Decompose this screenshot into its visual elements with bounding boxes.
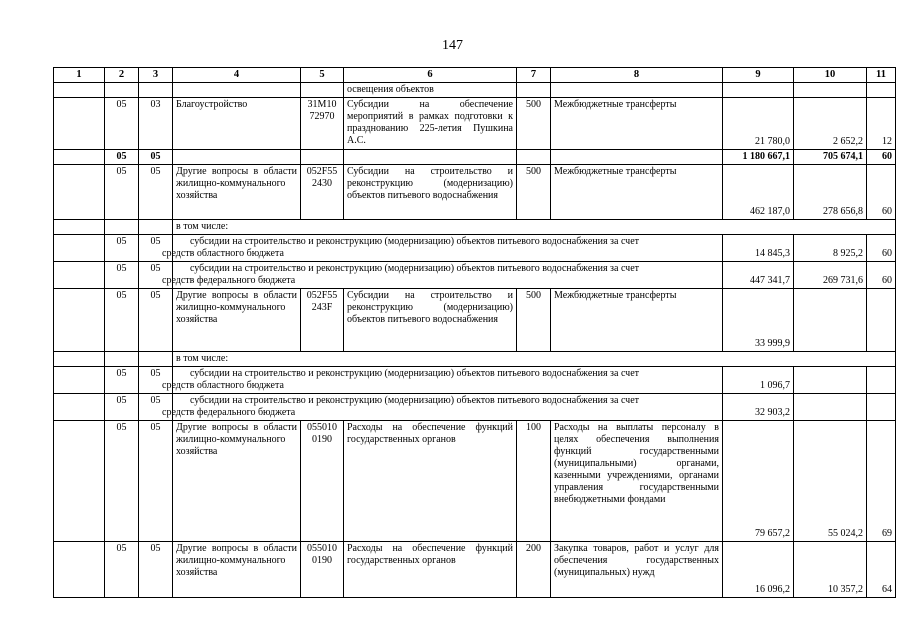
expense-name-cell: Межбюджетные трансферты	[551, 165, 723, 220]
actual-amount-cell: 278 656,8	[794, 165, 867, 220]
section-name-cell: Другие вопросы в области жилищно-коммунального хозяйства	[173, 542, 301, 598]
header-cell: 2	[105, 68, 139, 83]
section-name-cell: Другие вопросы в области жилищно-коммунального хозяйства	[173, 165, 301, 220]
actual-amount-cell: 269 731,6	[794, 262, 867, 289]
percent-cell: 12	[867, 98, 896, 150]
section-cell: 05	[105, 262, 139, 289]
subsection-cell: 03	[139, 98, 173, 150]
empty-cell	[551, 150, 723, 165]
purpose-cell: Субсидии на обеспечение мероприятий в рамках подготовки к празднованию 225-летия Пушкина А.С.	[344, 98, 517, 150]
section-cell: 05	[105, 150, 139, 165]
empty-cell	[54, 83, 105, 98]
empty-cell	[344, 150, 517, 165]
target-code-cell: 052F55 243F	[301, 289, 344, 352]
empty-cell	[517, 83, 551, 98]
empty-cell	[54, 262, 105, 289]
expense-type-cell: 100	[517, 421, 551, 542]
section-name-cell: Благоустройство	[173, 98, 301, 150]
empty-cell	[794, 83, 867, 98]
purpose-cell: освещения объектов	[344, 83, 517, 98]
subsidy-source-line: средств областного бюджета	[162, 380, 284, 391]
actual-amount-cell: 55 024,2	[794, 421, 867, 542]
subsidy-source-line: средств федерального бюджета	[162, 407, 296, 418]
plan-amount-cell: 462 187,0	[723, 165, 794, 220]
subsidy-source-line: средств областного бюджета	[162, 248, 284, 259]
table-row	[54, 367, 896, 394]
actual-amount-cell	[794, 394, 867, 421]
header-cell: 10	[794, 68, 867, 83]
target-code-cell: 31М10 72970	[301, 98, 344, 150]
empty-cell	[105, 83, 139, 98]
header-cell: 5	[301, 68, 344, 83]
section-cell: 05	[105, 98, 139, 150]
target-code-cell: 052F55 2430	[301, 165, 344, 220]
percent-cell: 60	[867, 235, 896, 262]
table-row	[54, 165, 896, 220]
header-row	[54, 68, 896, 83]
expense-type-cell: 500	[517, 165, 551, 220]
empty-cell	[54, 542, 105, 598]
empty-cell	[173, 150, 301, 165]
subsection-cell: 05	[139, 367, 173, 394]
table-row	[54, 394, 896, 421]
page-number: 147	[442, 38, 463, 53]
percent-cell	[867, 367, 896, 394]
header-cell: 11	[867, 68, 896, 83]
percent-cell: 60	[867, 262, 896, 289]
budget-table	[53, 67, 896, 598]
header-cell: 8	[551, 68, 723, 83]
empty-cell	[105, 220, 139, 235]
plan-amount-cell: 16 096,2	[723, 542, 794, 598]
percent-cell	[867, 289, 896, 352]
subsection-cell: 05	[139, 542, 173, 598]
empty-cell	[173, 83, 301, 98]
section-cell: 05	[105, 394, 139, 421]
subsection-cell: 05	[139, 394, 173, 421]
table-row	[54, 150, 896, 165]
header-cell: 4	[173, 68, 301, 83]
section-name-cell: Другие вопросы в области жилищно-коммунального хозяйства	[173, 289, 301, 352]
plan-amount-cell: 14 845,3	[723, 235, 794, 262]
plan-amount-cell: 1 180 667,1	[723, 150, 794, 165]
empty-cell	[105, 352, 139, 367]
section-name-cell: Другие вопросы в области жилищно-коммунального хозяйства	[173, 421, 301, 542]
table-row	[54, 352, 896, 367]
actual-amount-cell: 2 652,2	[794, 98, 867, 150]
plan-amount-cell: 447 341,7	[723, 262, 794, 289]
plan-amount-cell: 33 999,9	[723, 289, 794, 352]
header-cell: 9	[723, 68, 794, 83]
empty-cell	[54, 220, 105, 235]
subsection-cell: 05	[139, 235, 173, 262]
empty-cell	[54, 289, 105, 352]
table-row	[54, 83, 896, 98]
header-cell: 1	[54, 68, 105, 83]
empty-cell	[301, 83, 344, 98]
percent-cell	[867, 394, 896, 421]
expense-name-cell: Закупка товаров, работ и услуг для обеспечения государственных (муниципальных) нужд	[551, 542, 723, 598]
section-cell: 05	[105, 165, 139, 220]
purpose-cell: Субсидии на строительство и реконструкцию (модернизацию) объектов питьевого водоснабжения	[344, 289, 517, 352]
empty-cell	[723, 83, 794, 98]
empty-cell	[551, 83, 723, 98]
purpose-cell: Расходы на обеспечение функций государственных органов	[344, 421, 517, 542]
section-cell: 05	[105, 289, 139, 352]
empty-cell	[54, 421, 105, 542]
subsection-cell: 05	[139, 165, 173, 220]
empty-cell	[139, 83, 173, 98]
empty-cell	[867, 83, 896, 98]
subsidy-description-line: субсидии на строительство и реконструкцию (модернизацию) объектов питьевого водоснабжения за счет	[190, 368, 640, 379]
table-row	[54, 421, 896, 542]
expense-name-cell: Межбюджетные трансферты	[551, 289, 723, 352]
subsidy-description-line: субсидии на строительство и реконструкцию (модернизацию) объектов питьевого водоснабжения за счет	[190, 263, 640, 274]
percent-cell: 60	[867, 165, 896, 220]
actual-amount-cell	[794, 367, 867, 394]
section-cell: 05	[105, 421, 139, 542]
table-row	[54, 542, 896, 598]
subsidy-description-line: субсидии на строительство и реконструкцию (модернизацию) объектов питьевого водоснабжения за счет	[190, 236, 640, 247]
expense-name-cell: Межбюджетные трансферты	[551, 98, 723, 150]
empty-cell	[517, 150, 551, 165]
empty-cell	[54, 150, 105, 165]
subsection-cell: 05	[139, 150, 173, 165]
empty-cell	[54, 394, 105, 421]
empty-cell	[54, 352, 105, 367]
section-cell: 05	[105, 542, 139, 598]
plan-amount-cell: 79 657,2	[723, 421, 794, 542]
subsidy-description-cell	[162, 367, 723, 394]
target-code-cell: 055010 0190	[301, 421, 344, 542]
purpose-cell: Расходы на обеспечение функций государственных органов	[344, 542, 517, 598]
table-row	[54, 262, 896, 289]
empty-cell	[54, 367, 105, 394]
empty-cell	[54, 235, 105, 262]
subsection-cell: 05	[139, 289, 173, 352]
subsidy-description-cell	[162, 394, 723, 421]
subsidy-source-line: средств федерального бюджета	[162, 275, 296, 286]
target-code-cell: 055010 0190	[301, 542, 344, 598]
purpose-cell: Субсидии на строительство и реконструкцию (модернизацию) объектов питьевого водоснабжения	[344, 165, 517, 220]
table-row	[54, 235, 896, 262]
expense-type-cell: 500	[517, 98, 551, 150]
header-cell: 7	[517, 68, 551, 83]
actual-amount-cell	[794, 289, 867, 352]
plan-amount-cell: 1 096,7	[723, 367, 794, 394]
subsidy-description-line: субсидии на строительство и реконструкцию (модернизацию) объектов питьевого водоснабжения за счет	[190, 395, 640, 406]
percent-cell: 69	[867, 421, 896, 542]
empty-cell	[54, 165, 105, 220]
empty-cell	[139, 352, 173, 367]
section-cell: 05	[105, 367, 139, 394]
plan-amount-cell: 32 903,2	[723, 394, 794, 421]
expense-type-cell: 500	[517, 289, 551, 352]
expense-name-cell: Расходы на выплаты персоналу в целях обеспечения выполнения функций государственными (муниципальными) органами, казенными учреждениями, органами управления государственными внебюджетными фондами	[551, 421, 723, 542]
subsection-cell: 05	[139, 421, 173, 542]
empty-cell	[54, 98, 105, 150]
percent-cell: 64	[867, 542, 896, 598]
header-cell: 6	[344, 68, 517, 83]
section-cell: 05	[105, 235, 139, 262]
subsidy-description-cell	[162, 235, 723, 262]
header-cell: 3	[139, 68, 173, 83]
including-label: в том числе:	[173, 220, 896, 235]
subsection-cell: 05	[139, 262, 173, 289]
expense-type-cell: 200	[517, 542, 551, 598]
percent-cell: 60	[867, 150, 896, 165]
table-row	[54, 220, 896, 235]
subsidy-description-cell	[162, 262, 723, 289]
empty-cell	[139, 220, 173, 235]
table-row	[54, 98, 896, 150]
actual-amount-cell: 10 357,2	[794, 542, 867, 598]
actual-amount-cell: 705 674,1	[794, 150, 867, 165]
empty-cell	[301, 150, 344, 165]
including-label: в том числе:	[173, 352, 896, 367]
actual-amount-cell: 8 925,2	[794, 235, 867, 262]
table-row	[54, 289, 896, 352]
plan-amount-cell: 21 780,0	[723, 98, 794, 150]
